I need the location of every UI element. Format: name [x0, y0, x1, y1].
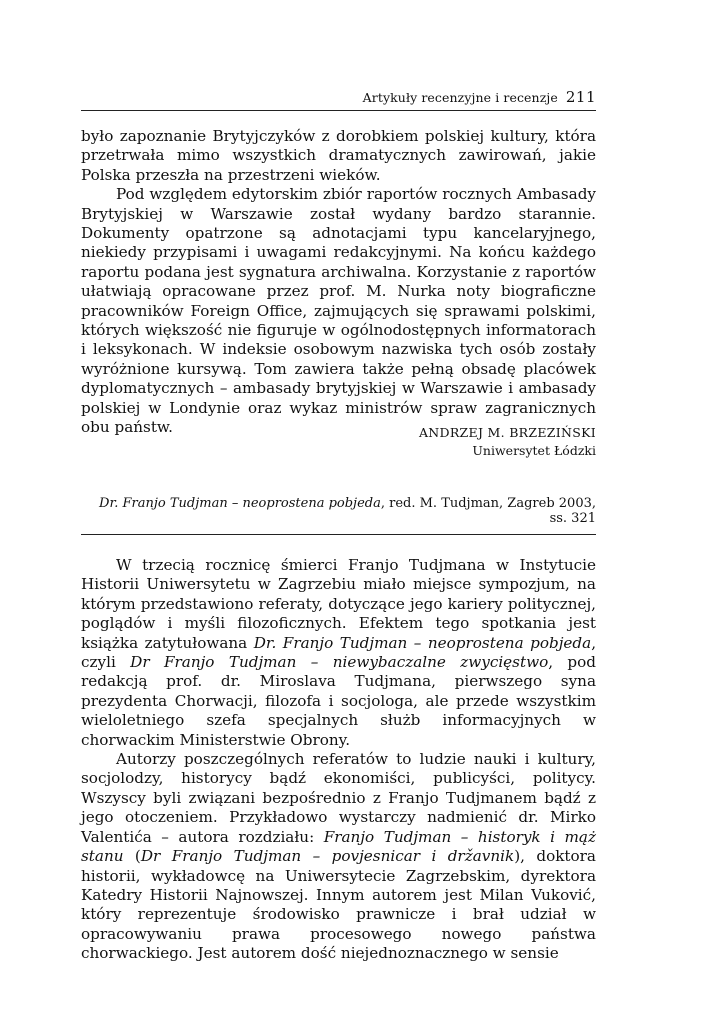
text-run: ( — [123, 847, 141, 866]
citation-prefix: Dr. — [99, 496, 123, 511]
citation-details: , red. M. Tudjman, Zagreb 2003, ss. 321 — [380, 496, 596, 526]
citation-title: Franjo Tudjman – neoprostena pobjeda — [122, 496, 381, 511]
review-1-body — [81, 127, 596, 438]
reviewer-affiliation: Uniwersytet Łódzki — [472, 443, 596, 458]
reviewer-signature — [419, 424, 596, 460]
chapter-title-original: Dr Franjo Tudjman – povjesnicar i državnik — [140, 847, 515, 866]
page-number: 211 — [565, 88, 596, 106]
chapter-title: Franjo Tudjman – historyk i mąż stanu — [81, 827, 596, 866]
paragraph — [81, 556, 596, 750]
book-title: Dr. Franjo Tudjman – neoprostena pobjeda — [253, 633, 592, 652]
text-run: W trzecią rocznicę śmierci Franjo Tudjmana w Instytucie Historii Uniwersytetu w Zagrzebiu miało miejsce sympozjum, na którym przedstawiono referaty, dotyczące jego kariery politycznej, poglądów i myśli filozoficznych. Efektem tego spotkania jest książka zatytułowana — [81, 556, 596, 652]
paragraph — [81, 750, 596, 963]
running-header — [81, 88, 596, 106]
book-citation — [81, 496, 596, 526]
book-title-translation: Dr Franjo Tudjman – niewybaczalne zwycięstwo — [130, 653, 549, 672]
paragraph: Pod względem edytorskim zbiór raportów rocznych Ambasady Brytyjskiej w Warszawie został wydany bardzo starannie. Dokumenty opatrzone są adnotacjami typu kancelaryjnego, niekiedy przypisami i uwagami redakcyjnymi. Na końcu każdego raportu podana jest sygnatura archiwalna. Korzystanie z raportów ułatwiają opracowane przez prof. M. Nurka noty biograficzne pracowników Foreign Office, zajmujących się sprawami polskimi, których większość nie figuruje w ogólnodostępnych informatorach i leksykonach. W indeksie osobowym nazwiska tych osób zostały wyróżnione kursywą. Tom zawiera także pełną obsadę placówek dyplomatycznych – ambasady brytyjskiej w Warszawie i ambasady polskiej w Londynie oraz wykaz ministrów spraw zagranicznych obu państw. — [81, 185, 596, 437]
section-rule — [81, 534, 596, 535]
paragraph: było zapoznanie Brytyjczyków z dorobkiem polskiej kultury, która przetrwała mimo wszystkich dramatycznych zawirowań, jakie Polska przeszła na przestrzeni wieków. — [81, 127, 596, 184]
text-run: ), doktora historii, wykładowcę na Uniwersytecie Zagrzebskim, dyrektora Katedry Historii Najnowszej. Innym autorem jest Milan Vuković, który reprezentuje środowisko prawnicze i brał udział w opracowywaniu prawa procesowego nowego państwa chorwackiego. Jest autorem dość niejednoznacznego w sensie — [81, 847, 596, 963]
reviewer-name: ANDRZEJ M. BRZEZIŃSKI — [418, 425, 596, 440]
text-run: , czyli — [81, 633, 597, 672]
review-2-body — [81, 556, 596, 964]
header-rule — [81, 110, 596, 111]
text-run: Autorzy poszczególnych referatów to ludzie nauki i kultury, socjolodzy, historycy bądź ekonomiści, publicyści, politycy. Wszyscy byli związani bezpośrednio z Franjo Tudjmanem bądź z jego otoczeniem. Przykładowo wystarczy nadmienić dr. Mirko Valentića – autora rozdziału: — [81, 750, 596, 846]
text-run: , pod redakcją prof. dr. Miroslava Tudjmana, pierwszego syna prezydenta Chorwacji, filozofa i socjologa, ale przede wszystkim wieloletniego szefa specjalnych służb informacyjnych w chorwackim Ministerstwie Obrony. — [81, 653, 596, 749]
running-title: Artykuły recenzyjne i recenzje — [362, 90, 558, 105]
